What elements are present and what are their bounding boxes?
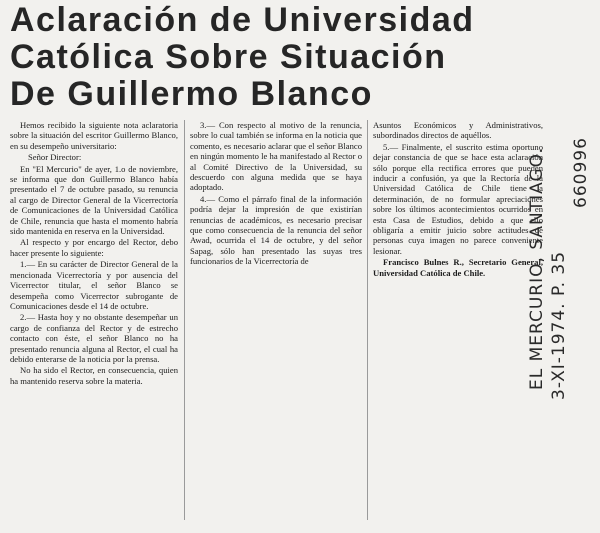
handwritten-date-page: 3-XI-1974. P. 35 [549,250,569,400]
handwritten-annotation [520,90,598,530]
article-column-3 [373,120,543,279]
point-3-paragraph: 3.— Con respecto al motivo de la renuncia, sobre lo cual también se informa en la noticia que comento, es necesario aclarar que el señor Blanco en ningún momento le ha manifestado al Rector o al Comité Directivo de la Universidad, su descuerdo con alguna medida que se haya adoptado. [190,120,362,193]
headline-line-1: Aclaración de Universidad [10,1,475,39]
handwritten-source-note: EL MERCURIO, SANTIAGO. [527,147,547,390]
headline-line-3: De Guillermo Blanco [10,75,373,113]
salutation: Señor Director: [28,152,82,163]
point-2-paragraph: 2.— Hasta hoy y no obstante desempeñar un cargo de confianza del Rector y de estrecho contacto con éste, el señor Blanco no ha presentado renuncia alguna al Rector, el cual ha debido enterarse de la noticia por la prensa. [10,312,178,364]
point-5-paragraph: 5.— Finalmente, el suscrito estima oportuno dejar constancia de que se hace esta aclaración sólo porque ella rectifica errores que pueden inducir a confusión, ya que la Rectoría de la Universidad Católica de Chile tiene la determinación, de no formular apreciaciones sobre los últimos acontecimientos ocurridos en esta Casa de Estudios, debido a que ello obligaría a emitir juicio sobre actitudes de personas cuya imagen no parece conveniente lesionar. [373,141,543,256]
body-paragraph: En "El Mercurio" de ayer, 1.o de noviembre, se informa que don Guillermo Blanco había presentado el 7 de octubre pasado, su renuncia al cargo de Director General de la Vicerrectoría de Comunicaciones de la Universidad Católica de Chile, renuncia que hasta el momento habría sido mantenida en reserva en la Universidad. [10,163,178,237]
body-paragraph: No ha sido el Rector, en consecuencia, quien ha mantenido reserva sobre la materia. [10,365,178,386]
signature: Francisco Bulnes R., Secretario General, Universidad Católica de Chile. [373,257,543,278]
column-divider [184,120,185,520]
intro-paragraph: Hemos recibido la siguiente nota aclaratoria sobre la situación del escritor Guillermo Blanco, en su desempeño universitario: [10,120,178,151]
column-divider [367,120,368,520]
point-1-paragraph: 1.— En su carácter de Director General de la mencionada Vicerrectoría y por ausencia del Vicerrector titular, el señor Blanco se desempeña como Vicerrector subrogante de Comunicaciones desde el 14 de octubre. [10,259,178,311]
article-column-2 [190,120,362,268]
body-paragraph: Al respecto y por encargo del Rector, debo hacer presente lo siguiente: [10,237,178,258]
headline-line-2: Católica Sobre Situación [10,38,447,76]
continued-paragraph: Asuntos Económicos y Administrativos, subordinados directos de aquéllos. [373,120,543,141]
handwritten-catalog-number: 660996 [571,137,591,208]
headline [10,2,530,113]
article-column-1 [10,120,178,387]
point-4-paragraph: 4.— Como el párrafo final de la información podría dejar la impresión de que existirían renuncias de académicos, es necesario precisar que como consecuencia de la renuncia del señor Awad, ocurrida el 14 de octubre, y del señor Sapag, sólo han presentado las suyas tres funcionarios de la Vicerrectoría de [190,193,362,267]
